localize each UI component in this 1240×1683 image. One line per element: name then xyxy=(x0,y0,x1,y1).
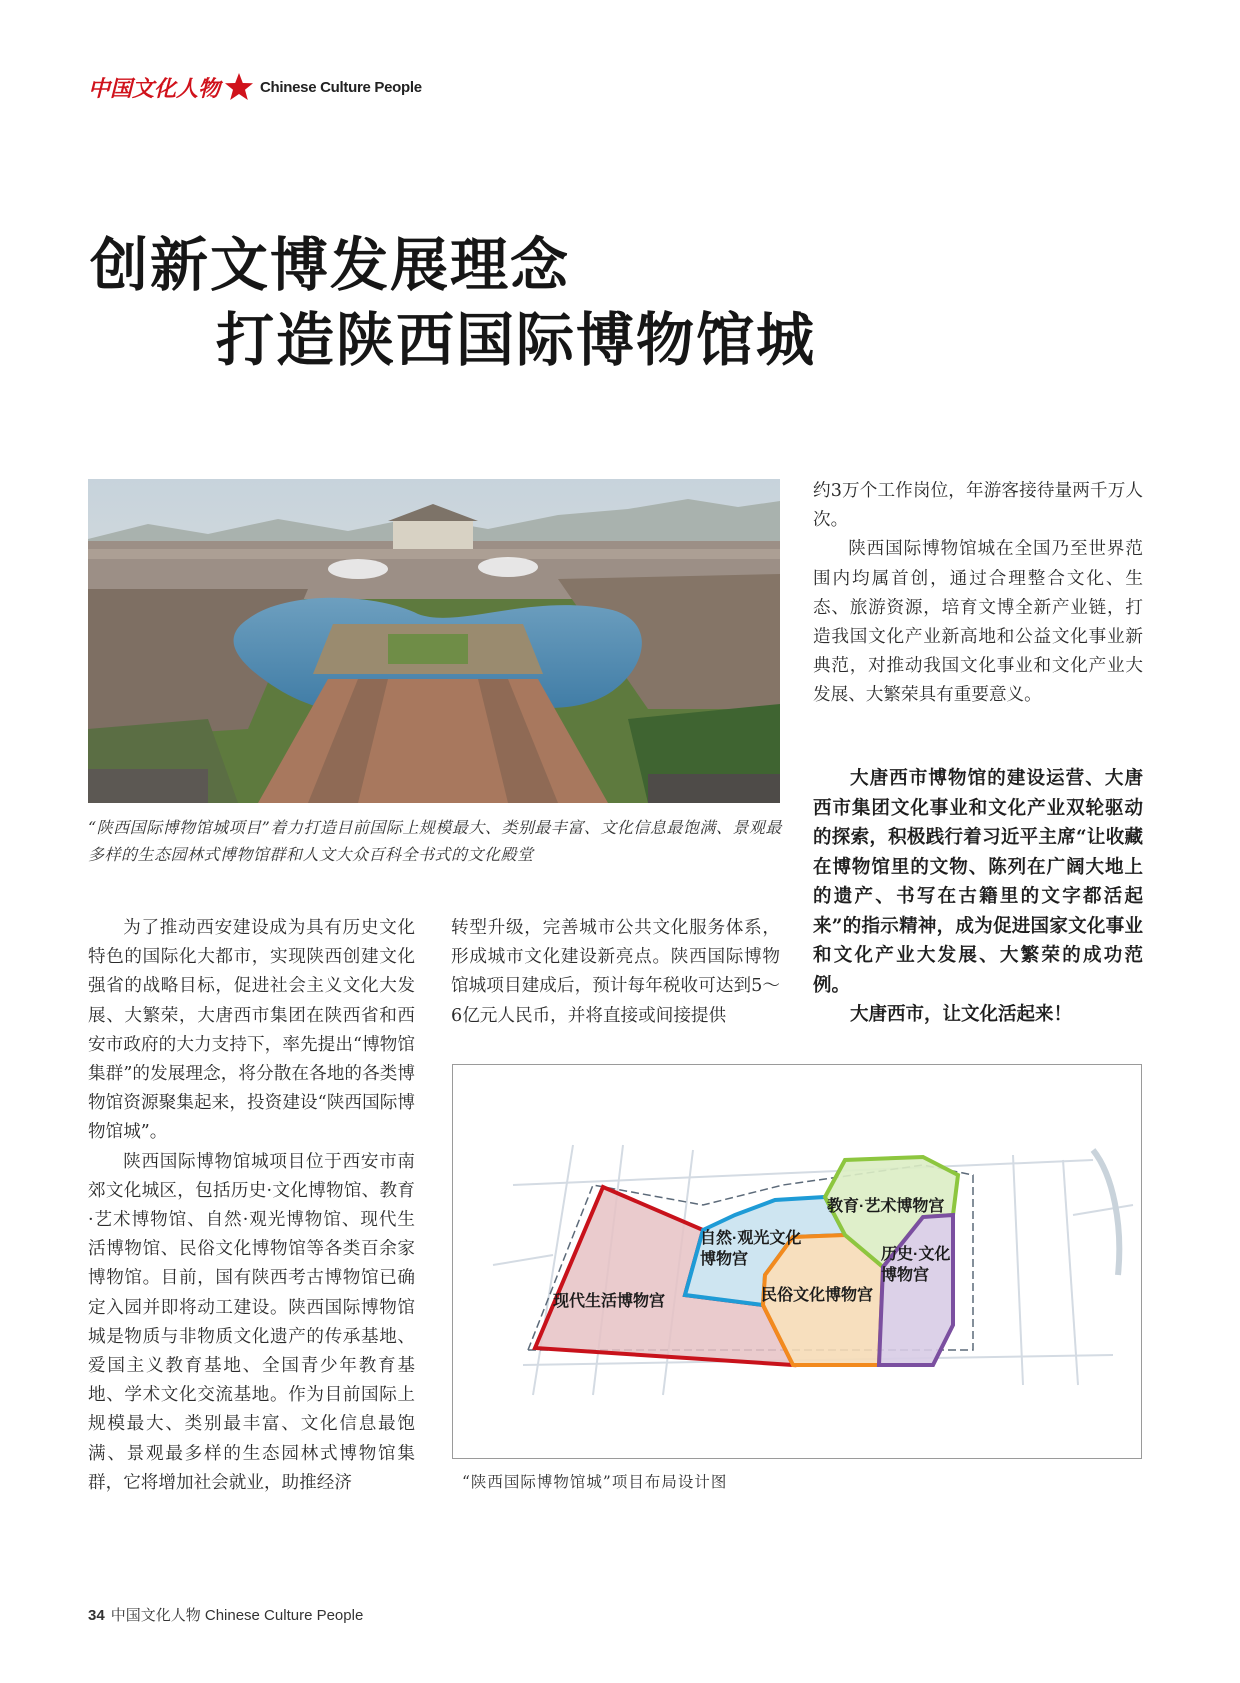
middle-column xyxy=(451,914,780,1031)
magazine-name-cn: 中国文化人物 xyxy=(88,75,221,102)
label-education-art: 教育·艺术博物宫 xyxy=(827,1198,945,1215)
layout-map xyxy=(452,1064,1142,1459)
highlight-paragraph-1: 大唐西市博物馆的建设运营、大唐西市集团文化事业和文化产业双轮驱动的探索，积极践行着习近平主席“让收藏在博物馆里的文物、陈列在广阔大地上的遗产、书写在古籍里的文字都活起来”的指示精神，成为促进国家文化事业和文化产业大发展、大繁荣的成功范例。 xyxy=(813,768,1143,996)
magazine-name-en: Chinese Culture People xyxy=(260,78,422,96)
left-column-paragraph-2: 陕西国际博物馆城项目位于西安市南郊文化城区，包括历史·文化博物馆、教育·艺术博物馆、自然·观光博物馆、现代生活博物馆、民俗文化博物馆等各类百余家博物馆。目前，国有陕西考古博物馆已确定入园并即将动工建设。陕西国际博物馆城是物质与非物质文化遗产的传承基地、爱国主义教育基地、全国青少年教育基地、学术文化交流基地。作为目前国际上规模最大、类别最丰富、文化信息最饱满、景观最多样的生态园林式博物馆集群，它将增加社会就业，助推经济 xyxy=(88,1151,415,1493)
label-nature-line2: 博物宫 xyxy=(700,1251,749,1268)
magazine-header xyxy=(88,70,422,104)
middle-column-paragraph-1: 转型升级，完善城市公共文化服务体系，形成城市文化建设新亮点。陕西国际博物馆城项目建成后，预计每年税收可达到5～6亿元人民币，并将直接或间接提供 xyxy=(451,918,780,1026)
highlight-paragraph-2: 大唐西市，让文化活起来！ xyxy=(850,1004,1073,1025)
footer-text: 中国文化人物 Chinese Culture People xyxy=(110,1607,364,1624)
label-modern-life: 现代生活博物宫 xyxy=(553,1293,666,1310)
right-column-paragraph-1: 约3万个工作岗位，年游客接待量两千万人次。 xyxy=(813,481,1143,531)
map-caption: “陕西国际博物馆城”项目布局设计图 xyxy=(462,1473,728,1491)
label-history-line2: 博物宫 xyxy=(881,1267,930,1284)
left-column xyxy=(88,914,415,1498)
right-column-paragraph-2: 陕西国际博物馆城在全国乃至世界范围内均属首创，通过合理整合文化、生态、旅游资源，培育文博全新产业链，打造我国文化产业新高地和公益文化事业新典范，对推动我国文化事业和文化产业大发展、大繁荣具有重要意义。 xyxy=(813,539,1143,706)
star-icon xyxy=(224,72,254,102)
label-nature-line1: 自然·观光文化 xyxy=(700,1230,802,1247)
page-footer xyxy=(88,1604,363,1625)
page-number: 34 xyxy=(88,1607,105,1624)
highlight-quote xyxy=(813,764,1143,1030)
article-title-line1: 创新文博发展理念 xyxy=(90,231,571,299)
image-caption: “陕西国际博物馆城项目”着力打造目前国际上规模最大、类别最丰富、文化信息最饱满、景观最多样的生态园林式博物馆群和人文大众百科全书式的文化殿堂 xyxy=(88,818,782,864)
left-column-paragraph-1: 为了推动西安建设成为具有历史文化特色的国际化大都市，实现陕西创建文化强省的战略目标，促进社会主义文化大发展、大繁荣，大唐西市集团在陕西省和西安市政府的大力支持下，率先提出“博物馆集群”的发展理念，将分散在各地的各类博物馆资源聚集起来，投资建设“陕西国际博物馆城”。 xyxy=(88,918,415,1143)
right-column xyxy=(813,477,1143,711)
label-history-line1: 历史·文化 xyxy=(881,1246,951,1263)
label-folk-culture: 民俗文化博物宫 xyxy=(761,1287,874,1304)
article-title-line2: 打造陕西国际博物馆城 xyxy=(216,306,817,374)
aerial-rendering-image xyxy=(88,479,780,803)
